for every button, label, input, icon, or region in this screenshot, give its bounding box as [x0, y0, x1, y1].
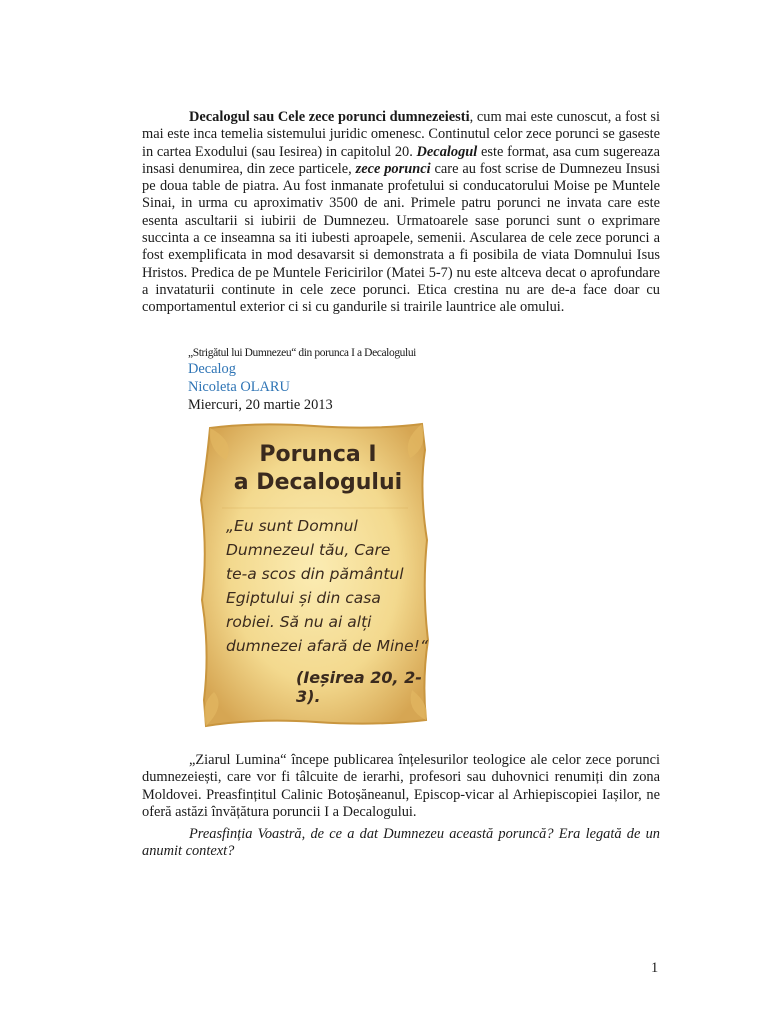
- scroll-quote-line: Egiptului și din casa: [226, 589, 381, 607]
- interview-question: Preasfinția Voastră, de ce a dat Dumnezeu această poruncă? Era legată de un anumit context?: [142, 826, 660, 860]
- scroll-title-line1: Porunca I: [259, 442, 377, 467]
- parchment-scroll-image: [196, 420, 432, 730]
- article-headline: „Strigătul lui Dumnezeu“ din porunca I a Decalogului: [188, 347, 416, 359]
- scroll-quote-line: robiei. Să nu ai alți: [226, 613, 372, 631]
- intro-text-3: care au fost scrise de Dumnezeu Insusi pe doua table de piatra. Au fost inmanate profetului si conducatorului Moise pe Muntele Sinai, in urma cu aproximativ 3500 de ani. Primele patru porunci ne invata care este esenta ascultarii si iubirii de Dumnezeu. Urmatoarele sase porunci sunt o exprimare succinta a ce inseamna sa iti iubesti aproapele, semenii. Ascularea de cele zece porunci a fost exemplificata in mod desavarsit si demonstrata a fi posibila de viata Domnului Isus Hristos. Predica de pe Muntele Fericirilor (Matei 5-7) nu este altceva decat o aprofundare a invataturii continute in cele zece porunci. Etica crestina nu are de-a face doar cu comportamentul exterior ci si cu gandurile si trairile launtrice ale omului.: [142, 160, 660, 316]
- intro-title: Decalogul sau Cele zece porunci dumnezeiesti: [189, 109, 470, 125]
- scroll-text-layer: [196, 420, 432, 730]
- scroll-quote-line: te-a scos din pământul: [226, 565, 404, 583]
- author-link[interactable]: Nicoleta OLARU: [188, 379, 290, 395]
- category-link[interactable]: Decalog: [188, 361, 236, 377]
- intro-emphasis-zece-porunci: zece porunci: [355, 160, 431, 177]
- page-number: 1: [651, 960, 659, 976]
- intro-text-1: , cum mai este cunoscut, a fost si mai este inca temelia sistemului juridic omenesc. Continutul celor zece porunci se gaseste in cartea Exodului (sau Iesirea) in capitolul 20.: [142, 109, 660, 160]
- intro-emphasis-decalogul: Decalogul: [416, 143, 478, 160]
- scroll-quote-line: „Eu sunt Domnul: [226, 517, 358, 535]
- intro-text-2: este format, asa cum sugereaza insasi denumirea, din zece particele,: [142, 143, 660, 177]
- scroll-quote-line: Dumnezeul tău, Care: [226, 541, 391, 559]
- scroll-title-line2: a Decalogului: [233, 470, 403, 495]
- article-date: Miercuri, 20 martie 2013: [188, 397, 333, 413]
- body-paragraph: „Ziarul Lumina“ începe publicarea înțelesurilor teologice ale celor zece porunci dumnezeiești, care vor fi tâlcuite de ierarhi, profesori sau duhovnici renumiți din zona Moldovei. Preasfințitul Calinic Botoșăneanul, Episcop-vicar al Arhiepiscopiei Iașilor, ne oferă astăzi învățătura poruncii I a Decalogului.: [142, 752, 660, 820]
- scroll-quote-line: dumnezei afară de Mine!“: [226, 637, 428, 655]
- intro-paragraph: [142, 109, 660, 317]
- scroll-reference: (Ieșirea 20, 2-3).: [296, 668, 422, 706]
